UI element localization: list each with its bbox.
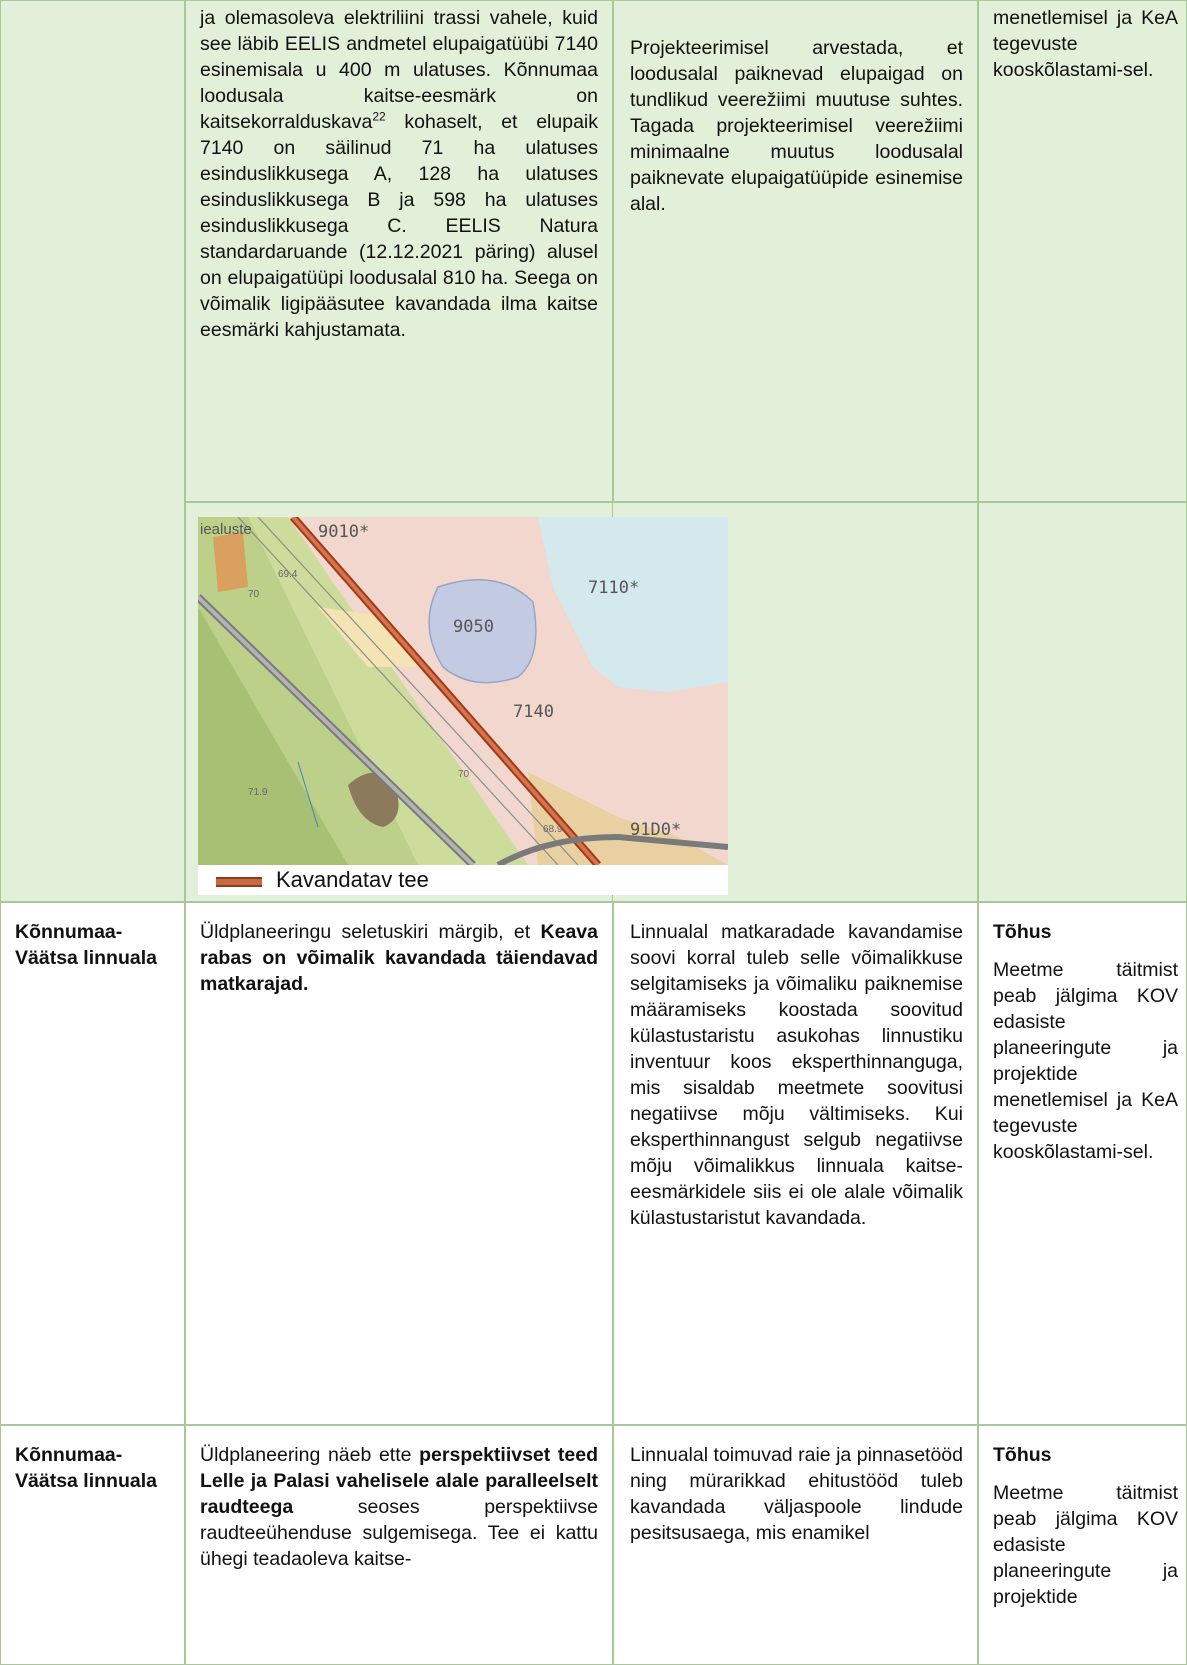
habitat-map xyxy=(198,517,728,895)
map-elevation: 70 xyxy=(248,589,260,600)
row1-effect-cell xyxy=(978,0,1187,502)
map-label-91d0: 91D0* xyxy=(630,820,682,840)
row3-effect-text: Meetme täitmist peab jälgima KOV edasiste planeeringute ja projektide xyxy=(993,1482,1178,1608)
map-label-9010: 9010* xyxy=(318,522,370,542)
row3-measure-cell xyxy=(613,1425,978,1665)
row1-effect: menetlemisel ja KeA tegevuste kooskõlastami-sel. xyxy=(993,7,1178,81)
map-elevation: 68.9 xyxy=(543,824,563,835)
row1-measure: Projekteerimisel arvestada, et loodusalal paiknevad elupaigad on tundlikud veerežiimi muutuse suhtes. Tagada projekteerimisel veerežiimi minimaalne muutus loodusalal paiknevate elupaigatüüpide esinemise alal. xyxy=(630,37,963,215)
row2-site-cell xyxy=(0,902,185,1425)
map-elevation: 69.4 xyxy=(278,569,298,580)
row2-effect-title: Tõhus xyxy=(993,921,1052,943)
map-row-col4 xyxy=(978,502,1187,902)
road-legend-swatch xyxy=(216,877,262,887)
row2-description-cell xyxy=(185,902,613,1425)
map-image xyxy=(198,517,728,865)
map-label-7140: 7140 xyxy=(513,702,554,722)
row1-description-cell xyxy=(185,0,613,502)
row2-measure-cell xyxy=(613,902,978,1425)
road-legend-label: Kavandatav tee xyxy=(276,867,429,892)
map-elevation: 70 xyxy=(458,769,470,780)
row3-effect-title: Tõhus xyxy=(993,1444,1052,1466)
row3-site-cell xyxy=(0,1425,185,1665)
row1-site-cell xyxy=(0,0,185,902)
map-label-7110: 7110* xyxy=(588,578,640,598)
row2-measure: Linnualal matkaradade kavandamise soovi korral tuleb selle võimalikkuse selgitamiseks ja võimaliku paiknemise määramiseks koostada soovitud külastustaristu asukohas linnustiku inventuur koos eksperthinnanguga, mis sisaldab meetmete soovitusi negatiivse mõju vältimiseks. Kui eksperthinnangust selgub negatiivse mõju võimalikkus linnuala kaitse-eesmärkidele siis ei ole alale võimalik külastustaristut kavandada. xyxy=(630,921,963,1229)
row3-site: Kõnnumaa-Väätsa linnuala xyxy=(15,1444,157,1492)
map-legend xyxy=(198,865,728,895)
row1-description: ja olemasoleva elektriliini trassi vahele, kuid see läbib EELIS andmetel elupaigatüübi 7140 esinemisala u 400 m ulatuses. Kõnnumaa loodusala kaitse-eesmärk on kaitsekorralduskava$^{22}$ kohaselt, et elupaik 7140 on säilinud 71 ha ulatuses esinduslikkusega A, 128 ha ulatuses esinduslikkusega B ja 598 ha ulatuses esinduslikkusega C. EELIS Natura standardaruande (12.12.2021 päring) alusel on elupaigatüüpi loodusalal 810 ha. Seega on võimalik ligipääsutee kavandada ilma kaitse eesmärki kahjustamata. xyxy=(200,7,598,341)
map-elevation: 71.9 xyxy=(248,787,268,798)
row3-description: Üldplaneering näeb ette perspektiivset teed Lelle ja Palasi vahelisele alale paralleelselt raudteega seoses perspektiivse raudteeühenduse sulgemisega. Tee ei kattu ühegi teadaoleva kaitse- xyxy=(200,1444,598,1570)
row2-effect-text: Meetme täitmist peab jälgima KOV edasiste planeeringute ja projektide menetlemisel ja KeA tegevuste kooskõlastami-sel. xyxy=(993,959,1178,1163)
map-label-9050: 9050 xyxy=(453,617,494,637)
row2-effect-cell xyxy=(978,902,1187,1425)
row3-measure: Linnualal toimuvad raie ja pinnasetööd ning mürarikkad ehitustööd tuleb kavandada väljaspoole lindude pesitsusaega, mis enamikel xyxy=(630,1444,963,1544)
row3-effect-cell xyxy=(978,1425,1187,1665)
map-corner-text: iealuste xyxy=(200,521,252,538)
row1-measure-cell xyxy=(613,0,978,502)
row2-description: Üldplaneeringu seletuskiri märgib, et Keava rabas on võimalik kavandada täiendavad matkarajad. xyxy=(200,921,598,995)
row2-site: Kõnnumaa-Väätsa linnuala xyxy=(15,921,157,969)
row3-description-cell xyxy=(185,1425,613,1665)
